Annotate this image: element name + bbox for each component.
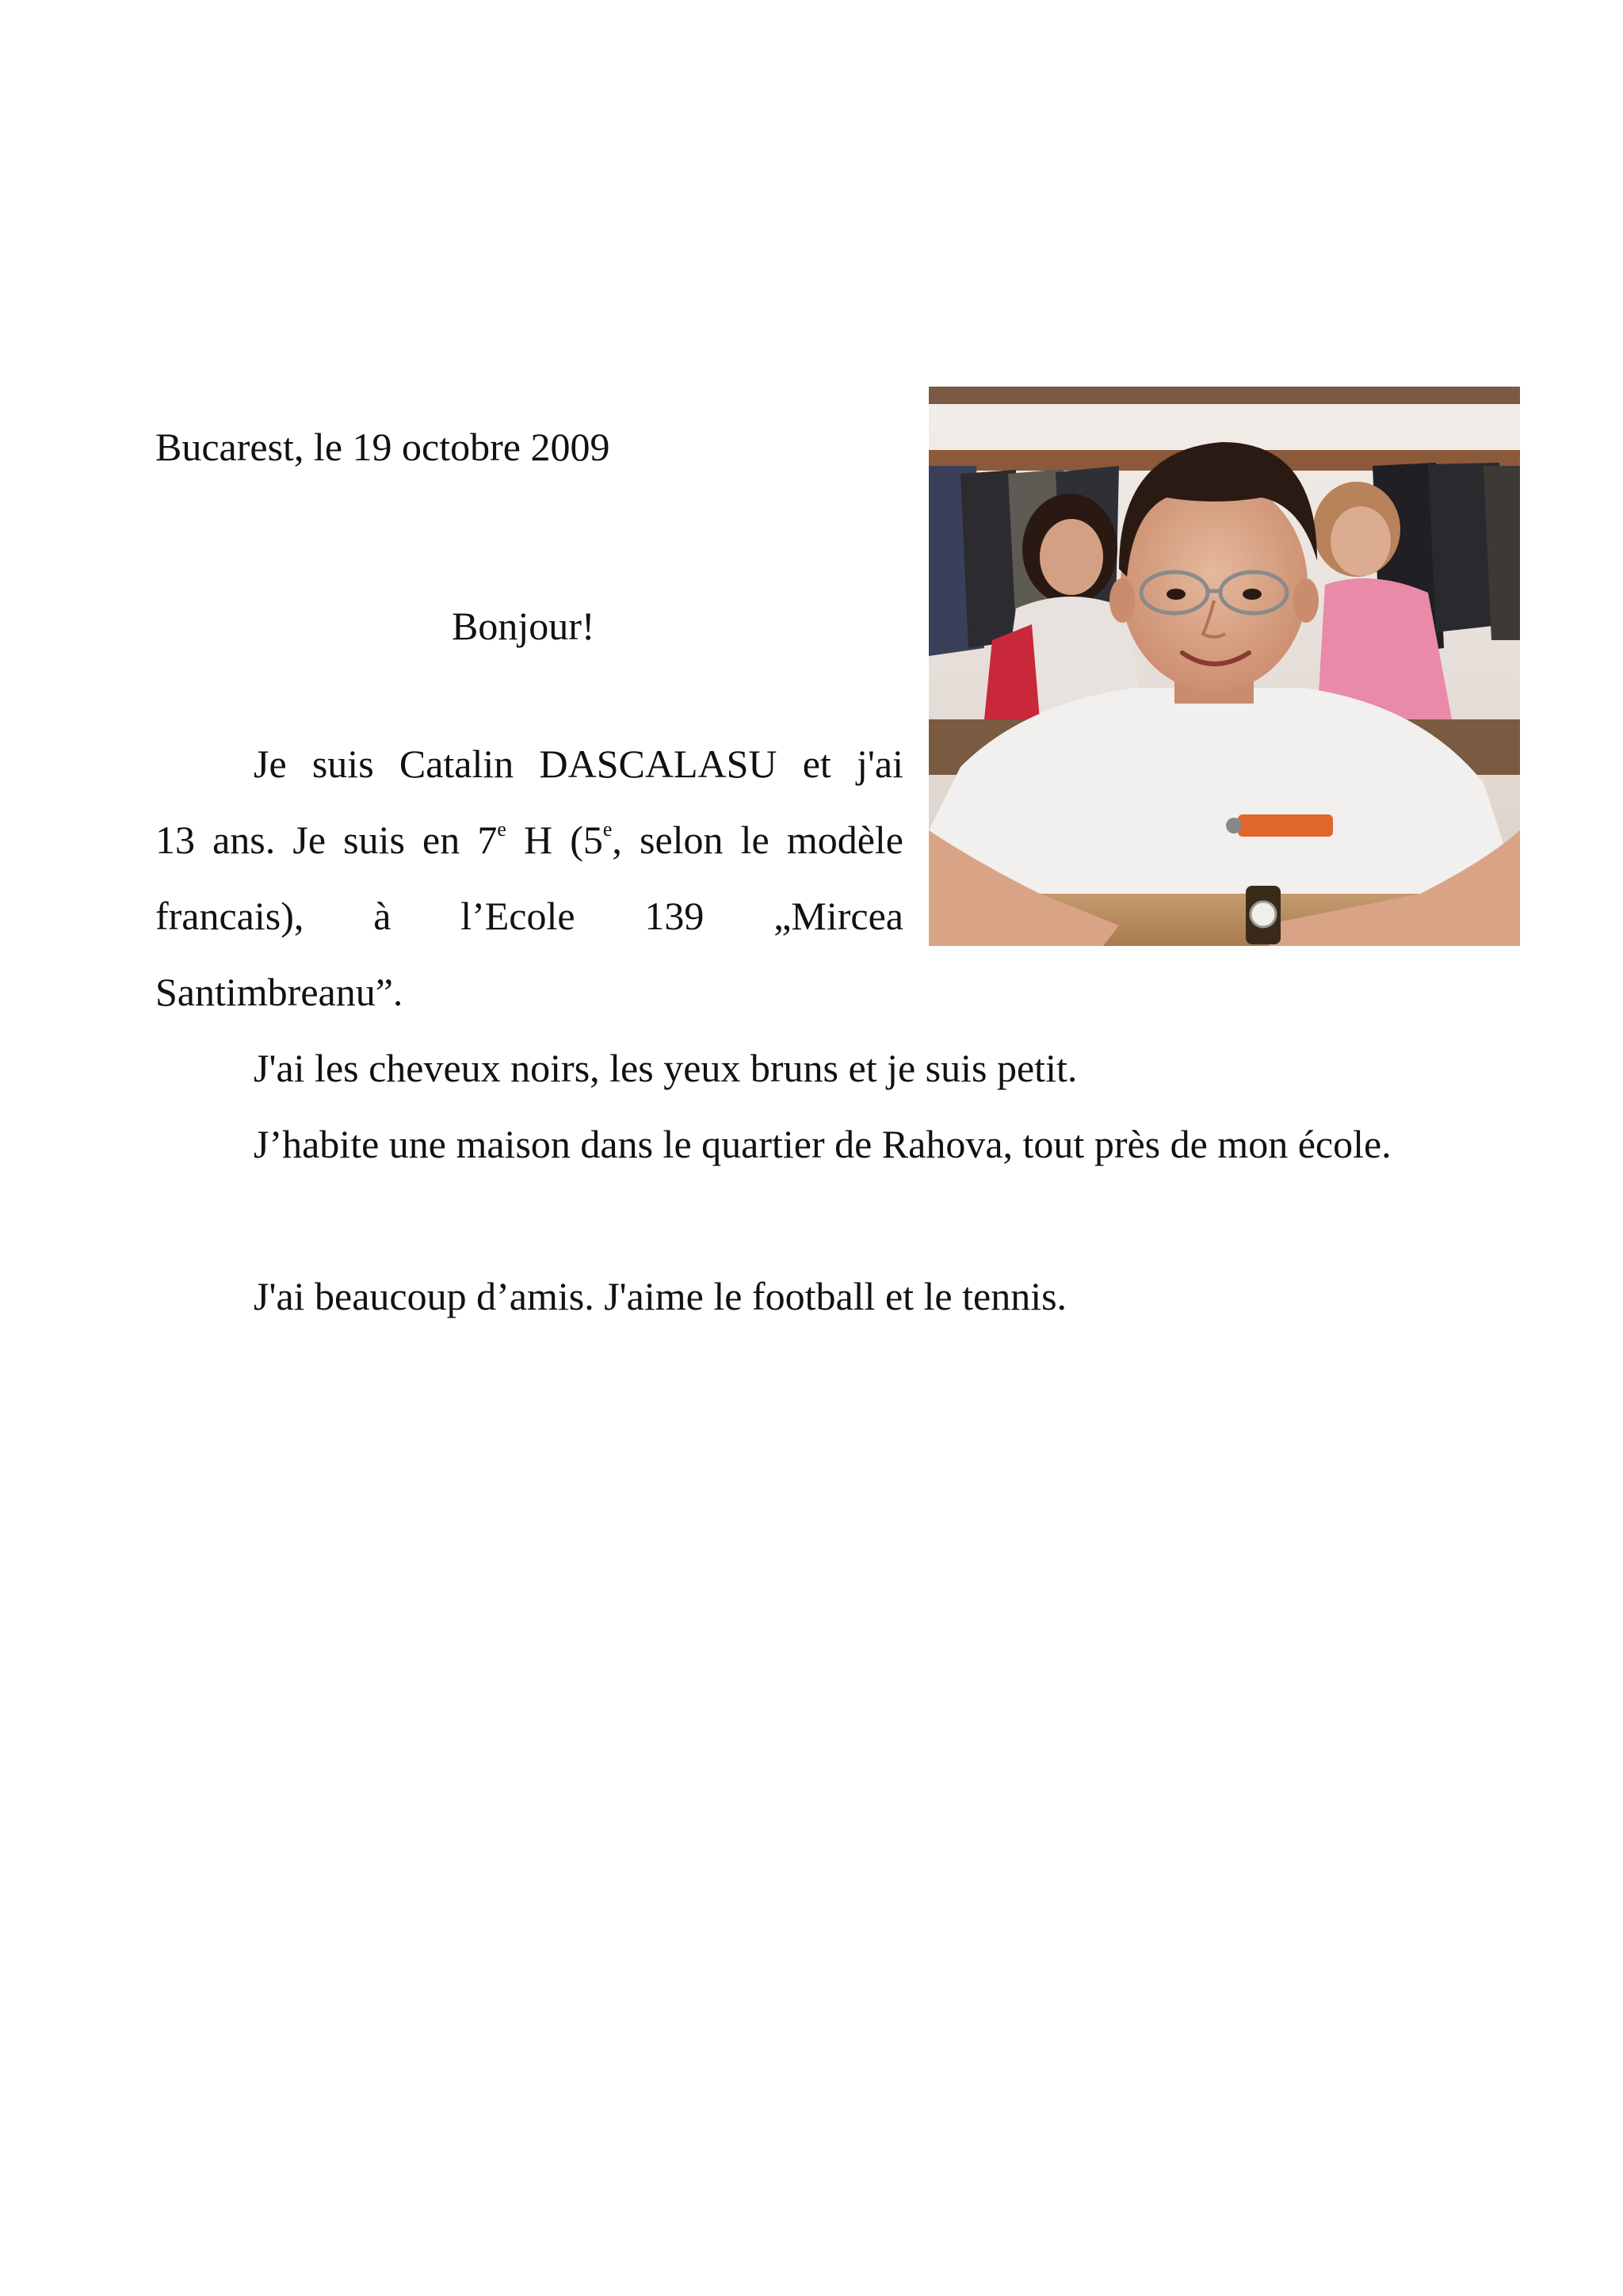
student-photo (929, 387, 1520, 946)
appearance-paragraph: J'ai les cheveux noirs, les yeux bruns et je suis petit. (254, 1046, 1078, 1090)
boy-left-ear (1109, 578, 1135, 623)
boy-right-ear (1293, 578, 1319, 623)
intro-line-2-c: , selon le modèle (612, 818, 903, 862)
intro-line-1: Je suis Catalin DASCALASU et j'ai (254, 742, 903, 786)
hobbies-paragraph: J'ai beaucoup d’amis. J'aime le football et le tennis. (254, 1274, 1067, 1318)
top-frame (929, 387, 1520, 404)
letter-greeting: Bonjour! (452, 604, 595, 648)
shirt-logo-emblem (1226, 818, 1242, 833)
intro-paragraph (155, 726, 903, 1030)
intro-line-4: Santimbreanu”. (155, 970, 403, 1014)
classroom-photo-illustration (929, 387, 1520, 946)
intro-line-3: francais), à l’Ecole 139 „Mircea (155, 894, 903, 938)
boy-right-eye (1243, 589, 1262, 600)
watch-face (1251, 902, 1276, 927)
home-paragraph: J’habite une maison dans le quartier de Rahova, tout près de mon école. (254, 1122, 1392, 1166)
grade-superscript: e (497, 818, 506, 841)
girl-right-face (1331, 506, 1391, 576)
shirt-logo (1238, 814, 1333, 837)
boy-left-eye (1167, 589, 1186, 600)
intro-line-2-b: H (5 (506, 818, 603, 862)
french-grade-superscript: e (602, 818, 613, 841)
intro-line-2-a: 13 ans. Je suis en 7 (155, 818, 498, 862)
intro-line-2 (155, 802, 903, 878)
girl-left-face (1040, 519, 1103, 595)
letter-date: Bucarest, le 19 octobre 2009 (155, 425, 610, 469)
